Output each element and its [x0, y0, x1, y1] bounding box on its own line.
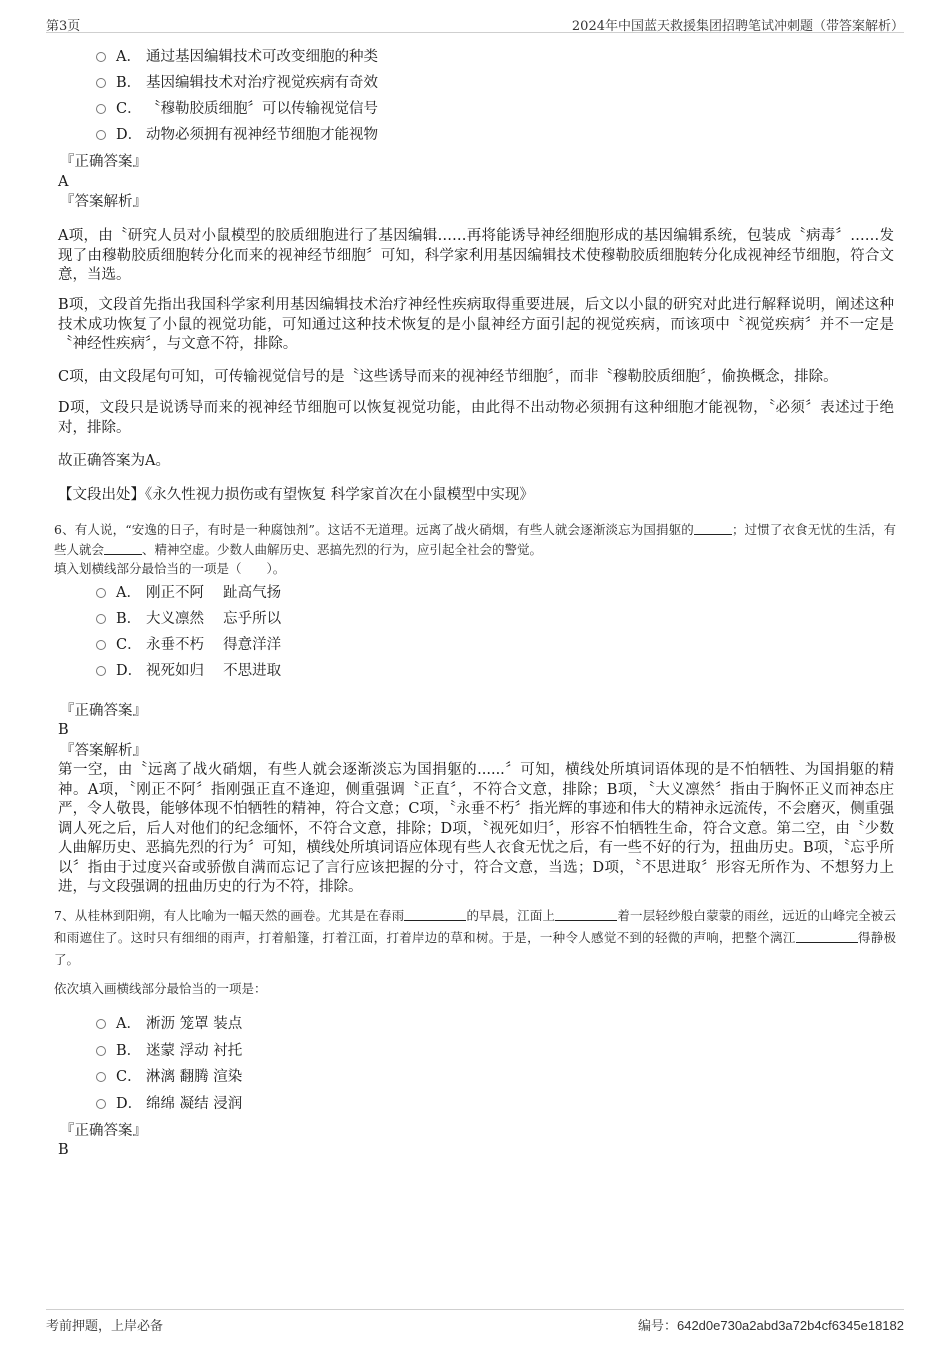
option-text: 刚正不阿 趾高气扬: [146, 585, 282, 601]
option-key: B．: [116, 1043, 142, 1059]
q7-answer: B: [58, 1142, 69, 1158]
option-key: A．: [116, 585, 141, 601]
q6-option-d[interactable]: [96, 661, 281, 681]
option-key: C．: [116, 1069, 142, 1085]
document-title: 2024年中国蓝天救援集团招聘笔试冲刺题（带答案解析）: [571, 19, 904, 34]
q5-source: 【文段出处】《永久性视力损伤或有望恢复 科学家首次在小鼠模型中实现》: [58, 487, 534, 503]
q7-stem-part4: 得静极了。: [54, 930, 896, 967]
option-text: 迷蒙 浮动 衬托: [146, 1043, 243, 1059]
option-key: A．: [116, 49, 141, 65]
q6-stem: [54, 520, 896, 560]
q5-analysis-d: D项，文段只是说诱导而来的视神经节细胞可以恢复视觉功能，由此得不出动物必须拥有这种细胞才能视物，〝必须〞表述过于绝对，排除。: [58, 400, 894, 436]
footer-code: [638, 1315, 904, 1334]
option-text: 基因编辑技术对治疗视觉疾病有奇效: [146, 75, 378, 91]
q5-analysis-b: B项，文段首先指出我国科学家利用基因编辑技术治疗神经性疾病取得重要进展，后文以小鼠的研究对此进行解释说明，阐述这种技术成功恢复了小鼠的视觉功能，可知通过这种技术恢复的是小鼠神经方面引起的视觉疾病，而该项中〝视觉疾病〞并不一定是〝神经性疾病〞，与文意不符，排除。: [58, 297, 894, 352]
radio-icon[interactable]: [96, 52, 106, 62]
q6-analysis: 第一空，由〝远离了战火硝烟，有些人就会逐渐淡忘为国捐躯的......〞可知，横线处所填词语体现的是不怕牺牲、为国捐躯的精神。A项，〝刚正不阿〞指刚强正直不逢迎，侧重强调〝正直〞，不符合文意，排除；B项，〝大义凛然〞指由于胸怀正义而神态庄严，令人敬畏，能够体现不怕牺牲的精神，符合文意；C项，〝永垂不朽〞指光辉的事迹和伟大的精神永远流传，不会磨灭，侧重强调人死之后，后人对他们的纪念缅怀，不符合文意，排除；D项，〝视死如归〞，形容不怕牺牲生命，符合文意。第二空，由〝少数人曲解历史、恶搞先烈的行为〞可知，横线处所填词语应体现有些人衣食无忧之后，有一些不好的行为，扭曲历史。B项，〝忘乎所以〞指由于过度兴奋或骄傲自满而忘记了言行应该把握的分寸，符合文意，当选；D项，〝不思进取〞形容无所作为、不想努力上进，与文段强调的扭曲历史的行为不符，排除。: [58, 762, 894, 895]
radio-icon[interactable]: [96, 614, 106, 624]
q7-answer-label: 『正确答案』: [60, 1123, 147, 1139]
q6-option-b[interactable]: [96, 609, 281, 629]
q5-option-d[interactable]: [96, 125, 378, 145]
q6-stem-part2: ；过惯了衣食无忧的生活，有些人就会: [54, 522, 896, 557]
option-key: D．: [116, 663, 143, 679]
q6-stem-part1: 6、有人说，“安逸的日子，有时是一种腐蚀剂”。这话不无道理。远离了战火硝烟，有些人就会逐渐淡忘为国捐躯的: [54, 522, 694, 537]
q5-option-c[interactable]: [96, 99, 378, 119]
blank-line: [694, 521, 732, 535]
option-text: 绵绵 凝结 浸润: [146, 1096, 243, 1112]
radio-icon[interactable]: [96, 640, 106, 650]
radio-icon[interactable]: [96, 104, 106, 114]
option-text: 动物必须拥有视神经节细胞才能视物: [146, 127, 378, 143]
q7-stem-part1: 7、从桂林到阳朔，有人比喻为一幅天然的画卷。尤其是在春雨: [54, 908, 405, 923]
q5-answer-label: 『正确答案』: [60, 154, 147, 170]
q6-stem-part3: 、精神空虚。少数人曲解历史、恶搞先烈的行为，应引起全社会的警觉。: [142, 542, 543, 557]
radio-icon[interactable]: [96, 78, 106, 88]
option-key: C．: [116, 101, 142, 117]
q7-instruction: 依次填入画横线部分最恰当的一项是：: [54, 981, 267, 996]
q7-option-a[interactable]: [96, 1014, 242, 1034]
option-text: 通过基因编辑技术可改变细胞的种类: [146, 49, 378, 65]
radio-icon[interactable]: [96, 1019, 106, 1029]
blank-line: [796, 929, 858, 943]
radio-icon[interactable]: [96, 588, 106, 598]
page-header: [46, 12, 904, 33]
option-text: 〝穆勒胶质细胞〞可以传输视觉信号: [146, 101, 378, 117]
radio-icon[interactable]: [96, 1072, 106, 1082]
q6-option-a[interactable]: [96, 583, 281, 603]
option-key: C．: [116, 637, 142, 653]
footer-slogan: 考前押题，上岸必备: [46, 1319, 164, 1334]
q5-analysis-label: 『答案解析』: [60, 194, 147, 210]
option-key: D．: [116, 127, 143, 143]
page-number: 第3页: [46, 19, 81, 34]
option-text: 淋漓 翻腾 渲染: [146, 1069, 243, 1085]
option-text: 永垂不朽 得意洋洋: [146, 637, 282, 653]
option-text: 大义凛然 忘乎所以: [146, 611, 282, 627]
option-text: 视死如归 不思进取: [146, 663, 282, 679]
page-footer: [46, 1309, 904, 1334]
q5-conclusion: 故正确答案为A。: [58, 453, 170, 469]
q6-answer: B: [58, 722, 69, 738]
q5-answer: A: [58, 174, 69, 190]
q5-analysis-a: A项，由〝研究人员对小鼠模型的胶质细胞进行了基因编辑……再将能诱导神经细胞形成的基因编辑系统，包装成〝病毒〞……发现了由穆勒胶质细胞转分化而来的视神经节细胞〞可知，科学家利用基因编辑技术使穆勒胶质细胞转分化成视神经节细胞，符合文意，当选。: [58, 228, 894, 283]
footer-code-label: 编号：: [637, 1319, 677, 1334]
option-key: D．: [116, 1096, 143, 1112]
option-key: A．: [116, 1016, 141, 1032]
q5-option-a[interactable]: [96, 47, 378, 67]
option-text: 淅沥 笼罩 装点: [146, 1016, 243, 1032]
option-key: B．: [116, 75, 142, 91]
q7-option-b[interactable]: [96, 1041, 242, 1061]
q6-option-c[interactable]: [96, 635, 281, 655]
radio-icon[interactable]: [96, 1099, 106, 1109]
q6-analysis-label: 『答案解析』: [60, 743, 147, 759]
q5-analysis-c: C项，由文段尾句可知，可传输视觉信号的是〝这些诱导而来的视神经节细胞〞，而非〝穆勒胶质细胞〞，偷换概念，排除。: [58, 369, 838, 385]
q7-stem: [54, 905, 896, 971]
radio-icon[interactable]: [96, 1046, 106, 1056]
radio-icon[interactable]: [96, 666, 106, 676]
footer-code-value: 642d0e730a2abd3a72b4cf6345e18182: [676, 1318, 904, 1333]
q7-stem-part3: 着一层轻纱般白蒙蒙的雨丝，远近的山峰完全被云和雨遮住了。这时只有细细的雨声，打着船篷，打着江面，打着岸边的草和树。于是，一种令人感觉不到的轻微的声响，把整个漓江: [54, 908, 896, 945]
q7-stem-part2: 的早晨，江面上: [466, 908, 556, 923]
radio-icon[interactable]: [96, 130, 106, 140]
q6-instruction: 填入划横线部分最恰当的一项是（ ）。: [54, 561, 286, 576]
blank-line: [404, 907, 466, 921]
blank-line: [555, 907, 617, 921]
q6-answer-label: 『正确答案』: [60, 703, 147, 719]
q7-option-d[interactable]: [96, 1094, 242, 1114]
option-key: B．: [116, 611, 142, 627]
q7-option-c[interactable]: [96, 1067, 242, 1087]
blank-line: [104, 541, 142, 555]
q5-option-b[interactable]: [96, 73, 378, 93]
